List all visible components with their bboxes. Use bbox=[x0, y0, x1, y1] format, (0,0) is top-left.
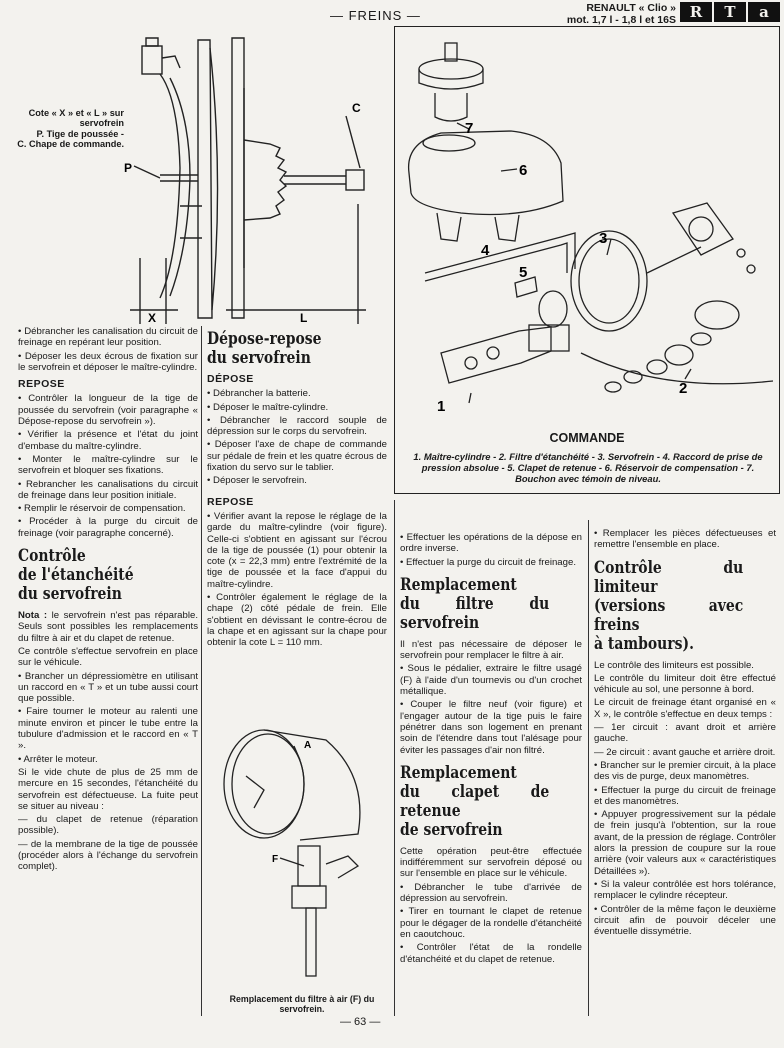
caption-line: servofrein bbox=[79, 118, 124, 129]
caption-line: P. Tige de poussée - bbox=[36, 128, 124, 139]
paragraph: • Sous le pédalier, extraire le filtre usagé (F) à l'aide d'un tournevis ou d'un crochet métallique. bbox=[400, 663, 582, 697]
etancheite-heading bbox=[18, 547, 166, 604]
column-2 bbox=[207, 330, 387, 651]
paragraph: • Remplacer les pièces défectueuses et remettre l'ensemble en place. bbox=[594, 528, 776, 551]
vehicle-brand bbox=[540, 2, 676, 26]
paragraph: Il n'est pas nécessaire de déposer le servofrein pour remplacer le filtre à air. bbox=[400, 638, 582, 662]
commande-caption: 1. Maître-cylindre - 2. Filtre d'étanchéité - 3. Servofrein - 4. Raccord de prise de pression absolue - 5. Clapet de retenue - 6. Réservoir de compensation - 7. Bouchon avec témoin de niveau. bbox=[413, 451, 763, 484]
label-3: 3 bbox=[599, 230, 608, 247]
paragraph: • Si la valeur contrôlée est hors tolérance, remplacer le cylindre récepteur. bbox=[594, 879, 776, 902]
column-divider bbox=[394, 500, 395, 1016]
paragraph: • Contrôler la longueur de la tige de poussée du servofrein (voir paragraphe « Dépose-repose du servofrein »). bbox=[18, 393, 198, 427]
paragraph: Ce contrôle s'effectue servofrein en place sur le véhicule. bbox=[18, 645, 198, 669]
commande-title: COMMANDE bbox=[549, 431, 625, 445]
paragraph: — 1er circuit : avant droit et arrière gauche. bbox=[594, 722, 776, 745]
paragraph: • Remplir le réservoir de compensation. bbox=[18, 503, 198, 514]
paragraph: • Procéder à la purge du circuit de freinage (voir paragraphe concerné). bbox=[18, 516, 198, 539]
heading-line: du servofrein bbox=[18, 584, 122, 605]
paragraph: • Déposer l'axe de chape de commande sur pédale de frein et les quatre écrous de fixation du servo sur le tablier. bbox=[207, 439, 387, 473]
label-f: F bbox=[272, 854, 279, 865]
depose-repose-heading bbox=[207, 330, 355, 368]
paragraph: Cette opération peut-être effectuée indifféremment sur servofrein déposé ou sur l'ensemble en place sur le véhicule. bbox=[400, 845, 582, 880]
repose-subheading: REPOSE bbox=[207, 495, 254, 508]
paragraph: • Faire tourner le moteur au ralenti une minute environ et pincer le tube entre la tubulure d'admission et le raccord en « T ». bbox=[18, 706, 198, 751]
caption-line: Cote « X » et « L » sur bbox=[28, 108, 124, 118]
paragraph: • Effectuer la purge du circuit de freinage. bbox=[400, 557, 582, 568]
note-text: le servofrein n'est pas réparable. Seuls sont possibles les remplacements du filtre à air et du clapet de retenue. bbox=[18, 610, 198, 644]
paragraph: Le contrôle du limiteur doit être effectué véhicule au sol, une personne à bord. bbox=[594, 672, 776, 696]
paragraph: • Brancher sur le premier circuit, à la place des vis de purge, deux manomètres. bbox=[594, 760, 776, 783]
paragraph: • Débrancher le tube d'arrivée de dépression au servofrein. bbox=[400, 882, 582, 905]
logo-letter-r: R bbox=[680, 2, 712, 22]
paragraph: • Vérifier la présence et l'état du joint d'embase du maître-cylindre. bbox=[18, 429, 198, 452]
paragraph: • Brancher un dépressiomètre en utilisant un raccord en « T » et un tube aussi court que possible. bbox=[18, 671, 198, 705]
paragraph: • Déposer les deux écrous de fixation sur le servofrein et déposer le maître-cylindre. bbox=[18, 351, 198, 374]
servo-dimension-drawing bbox=[120, 28, 390, 326]
label-a: A bbox=[304, 740, 312, 751]
column-3 bbox=[400, 532, 582, 967]
heading-line: du filtre du servofrein bbox=[400, 593, 550, 633]
paragraph: • Monter le maître-cylindre sur le servofrein et bloquer ses fixations. bbox=[18, 454, 198, 477]
caption-line: C. Chape de commande. bbox=[17, 139, 124, 150]
heading-line: Remplacement bbox=[400, 574, 517, 595]
heading-line: du servofrein bbox=[207, 348, 311, 368]
column-divider bbox=[201, 326, 202, 1016]
label-4: 4 bbox=[481, 242, 490, 259]
paragraph: • Tirer en tournant le clapet de retenue pour le dégager de la rondelle d'étanchéité en caoutchouc. bbox=[400, 906, 582, 940]
air-filter-drawing bbox=[208, 716, 392, 994]
paragraph: — 2e circuit : avant gauche et arrière droit. bbox=[594, 746, 776, 758]
logo-letter-a: a bbox=[748, 2, 780, 22]
logo-letter-t: T bbox=[714, 2, 746, 22]
paragraph: • Contrôler également le réglage de la chape (2) côté pédale de frein. Elle s'obtient en dévissant le contre-écrou de la chape et en agissant sur la chape pour obtenir la cote L = 110 mm. bbox=[207, 592, 387, 648]
label-7: 7 bbox=[465, 120, 474, 137]
heading-line: à tambours). bbox=[594, 633, 694, 654]
column-4 bbox=[594, 528, 776, 939]
paragraph: Le circuit de freinage étant organisé en « X », le contrôle s'effectue en deux temps : bbox=[594, 697, 776, 720]
paragraph: • Arrêter le moteur. bbox=[18, 754, 198, 765]
commande-figure bbox=[394, 26, 780, 494]
paragraph: • Débrancher le raccord souple de dépression sur le corps du servofrein. bbox=[207, 415, 387, 438]
note-label: Nota : bbox=[18, 610, 48, 622]
label-5: 5 bbox=[519, 264, 528, 281]
paragraph: • Déposer le servofrein. bbox=[207, 475, 387, 486]
brake-assembly-exploded-view bbox=[401, 33, 773, 425]
column-1 bbox=[18, 326, 198, 875]
paragraph: Le contrôle des limiteurs est possible. bbox=[594, 659, 754, 671]
depose-subheading: DÉPOSE bbox=[207, 373, 254, 385]
paragraph: • Contrôler de la même façon le deuxième circuit afin de pouvoir déceler une éventuelle dissymétrie. bbox=[594, 904, 776, 938]
paragraph: • Effectuer les opérations de la dépose en ordre inverse. bbox=[400, 532, 582, 555]
rta-logo bbox=[680, 2, 780, 22]
repose-subheading: REPOSE bbox=[18, 378, 65, 391]
heading-line: Contrôle du limiteur bbox=[594, 557, 744, 597]
section-title: — FREINS — bbox=[330, 8, 421, 23]
label-6: 6 bbox=[519, 162, 528, 179]
paragraph: • Débrancher la batterie. bbox=[207, 388, 387, 399]
paragraph: — de la membrane de la tige de poussée (procéder alors à l'échange du servofrein complet). bbox=[18, 838, 198, 873]
brand-model: RENAULT « Clio » bbox=[586, 2, 676, 14]
column-divider bbox=[588, 520, 589, 1016]
heading-line: Contrôle bbox=[18, 546, 86, 567]
paragraph: • Déposer le maître-cylindre. bbox=[207, 402, 387, 413]
heading-line: de l'étanchéité bbox=[18, 565, 134, 586]
paragraph: • Couper le filtre neuf (voir figure) et l'engager autour de la tige puis le faire pénétrer dans son logement en prenant soin de l'étendre dans tout l'alésage pour éviter les passages d'air non filtré. bbox=[400, 699, 582, 755]
brand-engine: mot. 1,7 l - 1,8 l et 16S bbox=[566, 14, 676, 26]
paragraph: • Vérifier avant la repose le réglage de la garde du maître-cylindre (voir figure). Celle-ci s'obtient en agissant sur l'écrou de la tige de poussée (1) pour obtenir la cote (x = 22,3 mm) entre l'extrémité de la tige de poussée et la face d'appui du maître-cylindre. bbox=[207, 511, 387, 590]
label-l: L bbox=[300, 311, 308, 325]
servo-dimension-caption bbox=[16, 108, 124, 150]
clapet-heading bbox=[400, 764, 549, 840]
limiteur-heading bbox=[594, 559, 743, 654]
heading-line: Dépose-repose bbox=[207, 329, 322, 349]
heading-line: du clapet de retenue bbox=[400, 781, 550, 821]
paragraph: • Contrôler l'état de la rondelle d'étanchéité et du clapet de retenue. bbox=[400, 942, 582, 965]
paragraph: • Rebrancher les canalisations du circuit de freinage dans leur position initiale. bbox=[18, 479, 198, 502]
heading-line: Remplacement bbox=[400, 762, 517, 783]
filtre-heading bbox=[400, 576, 549, 633]
label-1: 1 bbox=[437, 398, 446, 415]
paragraph: Si le vide chute de plus de 25 mm de mercure en 15 secondes, l'étanchéité du servofrein est défectueuse. La fuite peut se situer au niveau : bbox=[18, 766, 198, 812]
paragraph: — du clapet de retenue (réparation possible). bbox=[18, 814, 198, 837]
heading-line: de servofrein bbox=[400, 819, 503, 840]
paragraph: • Effectuer la purge du circuit de freinage et des manomètres. bbox=[594, 785, 776, 808]
page-number: — 63 — bbox=[340, 1016, 381, 1028]
note-paragraph bbox=[18, 610, 198, 644]
paragraph: • Débrancher les canalisation du circuit de freinage en repérant leur position. bbox=[18, 326, 198, 349]
label-c: C bbox=[352, 101, 361, 115]
label-p: P bbox=[124, 161, 133, 175]
air-filter-caption: Remplacement du filtre à air (F) du servofrein. bbox=[229, 994, 375, 1015]
label-x: X bbox=[148, 311, 157, 325]
heading-line: (versions avec freins bbox=[594, 595, 744, 635]
label-2: 2 bbox=[679, 380, 688, 397]
paragraph: • Appuyer progressivement sur la pédale de frein jusqu'à l'obtention, sur la roue avant, de la pression de réglage. Contrôler alors la pression de coupure sur la roue arrière (voir valeurs aux « caractéristiques Détaillées »). bbox=[594, 809, 776, 877]
